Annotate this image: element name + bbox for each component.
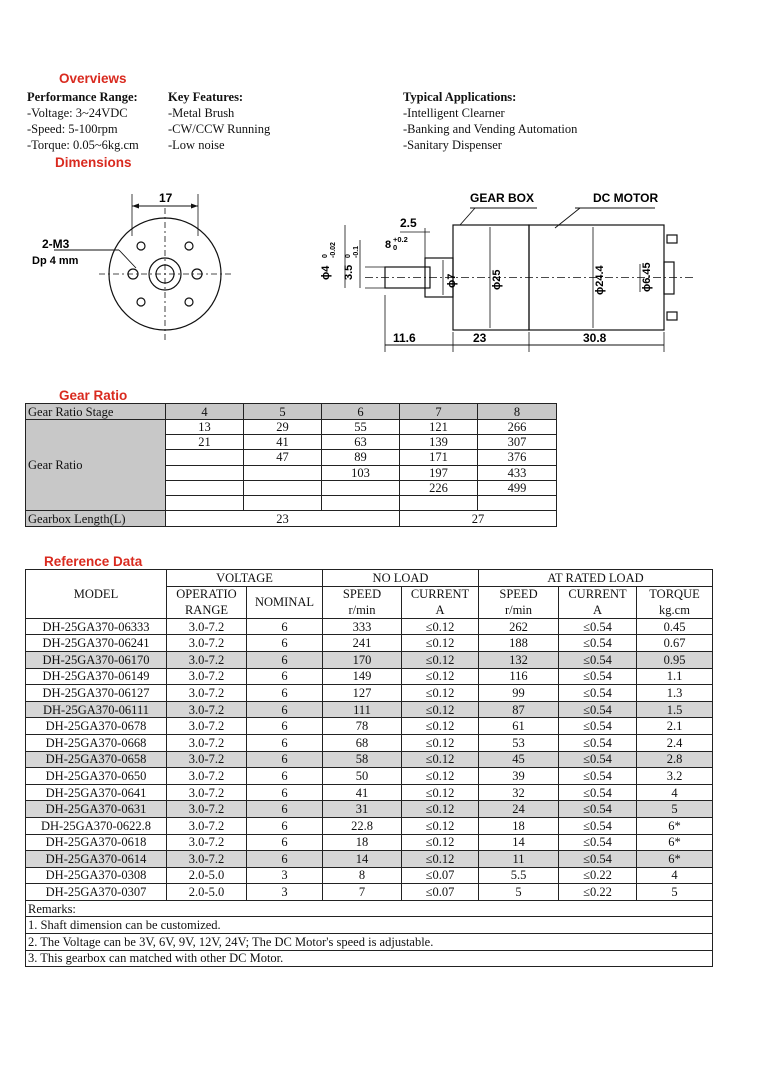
gear-ratio-cell: 197	[400, 465, 478, 480]
voltage-header: VOLTAGE	[167, 570, 323, 587]
data-cell: 1.5	[637, 701, 713, 718]
remarks-heading: Remarks:	[26, 900, 713, 917]
dc-motor-label: DC MOTOR	[593, 191, 659, 205]
model-cell: DH-25GA370-06127	[26, 685, 167, 702]
output-shaft	[385, 267, 430, 288]
terminal-top	[667, 235, 677, 243]
data-cell: 1.3	[637, 685, 713, 702]
table-row	[26, 734, 713, 751]
data-cell: ≤0.12	[402, 635, 479, 652]
data-cell: 262	[479, 618, 559, 635]
table-row	[26, 817, 713, 834]
data-cell: ≤0.54	[559, 701, 637, 718]
remark-row	[26, 934, 713, 951]
feature-item: -Low noise	[168, 138, 225, 152]
data-cell: ≤0.12	[402, 734, 479, 751]
data-cell: 6	[247, 817, 323, 834]
data-cell: ≤0.12	[402, 668, 479, 685]
data-cell: 3	[247, 867, 323, 884]
stage-cell: 6	[322, 404, 400, 420]
data-cell: 1.1	[637, 668, 713, 685]
stage-cell: 8	[478, 404, 557, 420]
model-cell: DH-25GA370-0678	[26, 718, 167, 735]
hub-diameter-label: ϕ7	[446, 273, 458, 288]
gear-ratio-cell	[244, 480, 322, 495]
torque-header: TORQUE	[637, 586, 713, 602]
flat-tolerance: -0.1	[353, 245, 360, 258]
data-cell: 18	[323, 834, 402, 851]
gear-ratio-table	[25, 403, 557, 527]
rated-load-header: AT RATED LOAD	[479, 570, 713, 587]
remark-row	[26, 900, 713, 917]
data-cell: 2.8	[637, 751, 713, 768]
model-header: MODEL	[26, 570, 167, 619]
data-cell: 127	[323, 685, 402, 702]
nominal-header: NOMINAL	[247, 586, 323, 618]
data-cell: 24	[479, 801, 559, 818]
data-cell: 6*	[637, 817, 713, 834]
reference-data-title: Reference Data	[44, 554, 143, 569]
data-cell: ≤0.54	[559, 618, 637, 635]
model-cell: DH-25GA370-0618	[26, 834, 167, 851]
gear-ratio-cell	[322, 495, 400, 510]
model-cell: DH-25GA370-0307	[26, 884, 167, 901]
speed-header: SPEED	[479, 586, 559, 602]
key-features	[168, 89, 270, 153]
data-cell: ≤0.54	[559, 651, 637, 668]
reference-data-table	[25, 569, 713, 967]
shaft-tolerance: -0.02	[330, 242, 337, 258]
gear-ratio-cell	[400, 495, 478, 510]
gear-ratio-title: Gear Ratio	[59, 388, 128, 403]
data-cell: 4	[637, 784, 713, 801]
gear-ratio-cell	[478, 495, 557, 510]
gear-ratio-cell	[166, 480, 244, 495]
model-cell: DH-25GA370-0650	[26, 768, 167, 785]
front-view-drawing	[24, 188, 254, 348]
data-cell: 149	[323, 668, 402, 685]
feature-item: -Metal Brush	[168, 106, 235, 120]
data-cell: 6	[247, 685, 323, 702]
data-cell: 4	[637, 867, 713, 884]
unit-header: r/min	[479, 602, 559, 618]
data-cell: 2.1	[637, 718, 713, 735]
gear-ratio-cell: 89	[322, 450, 400, 465]
data-cell: 8	[323, 867, 402, 884]
stage-label: Gear Ratio Stage	[26, 404, 166, 420]
data-cell: ≤0.12	[402, 768, 479, 785]
data-cell: 3.0-7.2	[167, 651, 247, 668]
motor-diameter-label: ϕ24.4	[594, 265, 606, 295]
data-cell: 53	[479, 734, 559, 751]
mount-hole	[137, 242, 145, 250]
data-cell: 3.2	[637, 768, 713, 785]
remark-item: 2. The Voltage can be 3V, 6V, 9V, 12V, 24V; The DC Motor's speed is adjustable.	[26, 934, 713, 951]
model-cell: DH-25GA370-06241	[26, 635, 167, 652]
mount-hole	[185, 242, 193, 250]
unit-header: kg.cm	[637, 602, 713, 618]
data-cell: 99	[479, 685, 559, 702]
table-row	[26, 851, 713, 868]
data-cell: 6	[247, 701, 323, 718]
motor-length-label: 30.8	[583, 331, 607, 345]
gear-ratio-cell	[166, 450, 244, 465]
boss-tolerance: 0	[393, 243, 398, 252]
data-cell: 18	[479, 817, 559, 834]
remark-row	[26, 950, 713, 967]
data-cell: 3.0-7.2	[167, 851, 247, 868]
speed-header: SPEED	[323, 586, 402, 602]
model-cell: DH-25GA370-0668	[26, 734, 167, 751]
performance-item: -Voltage: 3~24VDC	[27, 106, 128, 120]
gear-ratio-cell	[166, 465, 244, 480]
model-cell: DH-25GA370-0658	[26, 751, 167, 768]
data-cell: 5	[637, 884, 713, 901]
data-cell: 0.67	[637, 635, 713, 652]
data-cell: 6*	[637, 834, 713, 851]
data-cell: 6	[247, 668, 323, 685]
table-row	[26, 635, 713, 652]
data-cell: 11	[479, 851, 559, 868]
front-hole-label: 2-M3	[42, 237, 70, 251]
data-cell: ≤0.12	[402, 618, 479, 635]
gear-stage-row	[26, 404, 557, 420]
data-cell: 5	[479, 884, 559, 901]
application-item: -Sanitary Dispenser	[403, 138, 502, 152]
shaft-length-label: 11.6	[393, 331, 416, 345]
model-cell: DH-25GA370-0308	[26, 867, 167, 884]
data-cell: 3.0-7.2	[167, 685, 247, 702]
data-cell: ≤0.54	[559, 834, 637, 851]
data-cell: 3.0-7.2	[167, 618, 247, 635]
data-cell: 3.0-7.2	[167, 701, 247, 718]
flat-dimension-label: 3.5	[343, 264, 355, 280]
range-header: RANGE	[167, 602, 247, 618]
gear-ratio-cell: 103	[322, 465, 400, 480]
data-cell: ≤0.54	[559, 668, 637, 685]
boss-length-label: 2.5	[400, 216, 417, 230]
model-cell: DH-25GA370-0614	[26, 851, 167, 868]
table-row	[26, 651, 713, 668]
front-depth-label: Dp 4 mm	[32, 255, 79, 267]
data-cell: ≤0.54	[559, 718, 637, 735]
data-cell: ≤0.54	[559, 768, 637, 785]
data-cell: 6	[247, 718, 323, 735]
data-cell: 6	[247, 784, 323, 801]
gear-ratio-row	[26, 420, 557, 435]
table-row	[26, 867, 713, 884]
data-cell: 6	[247, 834, 323, 851]
data-cell: 111	[323, 701, 402, 718]
data-cell: 14	[323, 851, 402, 868]
performance-item: -Speed: 5-100rpm	[27, 122, 118, 136]
current-header: CURRENT	[559, 586, 637, 602]
gear-ratio-cell: 121	[400, 420, 478, 435]
current-header: CURRENT	[402, 586, 479, 602]
gear-ratio-cell	[166, 495, 244, 510]
gear-ratio-cell: 13	[166, 420, 244, 435]
data-cell: 58	[323, 751, 402, 768]
data-cell: 0.95	[637, 651, 713, 668]
data-cell: 132	[479, 651, 559, 668]
data-cell: 170	[323, 651, 402, 668]
gear-ratio-cell: 29	[244, 420, 322, 435]
stage-cell: 5	[244, 404, 322, 420]
data-cell: 2.0-5.0	[167, 867, 247, 884]
data-cell: 3.0-7.2	[167, 734, 247, 751]
data-cell: 14	[479, 834, 559, 851]
table-row	[26, 884, 713, 901]
data-cell: 32	[479, 784, 559, 801]
data-cell: 2.0-5.0	[167, 884, 247, 901]
table-row	[26, 751, 713, 768]
table-row	[26, 834, 713, 851]
model-cell: DH-25GA370-0622.8	[26, 817, 167, 834]
data-cell: ≤0.12	[402, 701, 479, 718]
header-row	[26, 570, 713, 587]
data-cell: 31	[323, 801, 402, 818]
data-cell: ≤0.07	[402, 867, 479, 884]
stage-cell: 4	[166, 404, 244, 420]
gear-ratio-cell: 47	[244, 450, 322, 465]
dimensions-title: Dimensions	[55, 155, 132, 170]
data-cell: 41	[323, 784, 402, 801]
stage-cell: 7	[400, 404, 478, 420]
data-cell: 6	[247, 618, 323, 635]
data-cell: 3.0-7.2	[167, 768, 247, 785]
gear-ratio-cell	[322, 480, 400, 495]
data-cell: ≤0.12	[402, 784, 479, 801]
performance-item: -Torque: 0.05~6kg.cm	[27, 138, 139, 152]
data-cell: 3.0-7.2	[167, 635, 247, 652]
gearbox-length-cell: 23	[166, 511, 400, 527]
operating-header: OPERATIO	[167, 586, 247, 602]
data-cell: 6*	[637, 851, 713, 868]
gear-ratio-cell	[244, 495, 322, 510]
data-cell: 5	[637, 801, 713, 818]
table-row	[26, 801, 713, 818]
flat-tolerance: 0	[345, 254, 352, 258]
data-cell: ≤0.12	[402, 851, 479, 868]
data-cell: 3.0-7.2	[167, 817, 247, 834]
model-cell: DH-25GA370-06149	[26, 668, 167, 685]
gearbox-length-label: 23	[473, 331, 487, 345]
data-cell: 6	[247, 751, 323, 768]
performance-range	[27, 89, 139, 153]
gearbox-length-cell: 27	[400, 511, 557, 527]
data-cell: 116	[479, 668, 559, 685]
table-row	[26, 701, 713, 718]
data-cell: ≤0.22	[559, 884, 637, 901]
data-cell: 3.0-7.2	[167, 751, 247, 768]
gear-ratio-cell: 171	[400, 450, 478, 465]
overviews-title: Overviews	[59, 71, 127, 86]
gear-ratio-cell	[244, 465, 322, 480]
model-cell: DH-25GA370-06333	[26, 618, 167, 635]
applications-heading: Typical Applications:	[403, 90, 517, 104]
data-cell: ≤0.12	[402, 801, 479, 818]
terminal-bottom	[667, 312, 677, 320]
typical-applications	[403, 89, 577, 153]
gear-ratio-cell: 63	[322, 435, 400, 450]
data-cell: ≤0.12	[402, 817, 479, 834]
data-cell: 6	[247, 801, 323, 818]
gear-ratio-label: Gear Ratio	[26, 420, 166, 511]
gearbox-diameter-label: ϕ25	[491, 269, 503, 290]
data-cell: ≤0.54	[559, 784, 637, 801]
side-view-drawing	[305, 180, 705, 360]
data-cell: 3.0-7.2	[167, 801, 247, 818]
gear-ratio-cell: 139	[400, 435, 478, 450]
bearing-diameter-label: ϕ6.45	[641, 262, 653, 292]
data-cell: ≤0.12	[402, 834, 479, 851]
data-cell: ≤0.12	[402, 651, 479, 668]
gear-ratio-cell: 226	[400, 480, 478, 495]
data-cell: ≤0.07	[402, 884, 479, 901]
table-row	[26, 668, 713, 685]
features-heading: Key Features:	[168, 90, 244, 104]
data-cell: 6	[247, 768, 323, 785]
no-load-header: NO LOAD	[323, 570, 479, 587]
mount-hole	[137, 298, 145, 306]
data-cell: 5.5	[479, 867, 559, 884]
data-cell: 0.45	[637, 618, 713, 635]
gear-ratio-cell: 499	[478, 480, 557, 495]
model-cell: DH-25GA370-0631	[26, 801, 167, 818]
gear-ratio-cell: 376	[478, 450, 557, 465]
application-item: -Banking and Vending Automation	[403, 122, 578, 136]
table-row	[26, 685, 713, 702]
data-cell: 6	[247, 651, 323, 668]
shaft-tolerance: 0	[322, 254, 329, 258]
model-cell: DH-25GA370-06170	[26, 651, 167, 668]
data-cell: 78	[323, 718, 402, 735]
data-cell: ≤0.54	[559, 635, 637, 652]
front-width-label: 17	[159, 191, 173, 205]
data-cell: 3.0-7.2	[167, 668, 247, 685]
remark-item: 1. Shaft dimension can be customized.	[26, 917, 713, 934]
data-cell: 3	[247, 884, 323, 901]
data-cell: 6	[247, 734, 323, 751]
shaft-diameter-label: ϕ4	[320, 265, 332, 280]
data-cell: 39	[479, 768, 559, 785]
data-cell: 50	[323, 768, 402, 785]
unit-header: r/min	[323, 602, 402, 618]
data-cell: 6	[247, 851, 323, 868]
remark-item: 3. This gearbox can matched with other DC Motor.	[26, 950, 713, 967]
data-cell: 87	[479, 701, 559, 718]
data-cell: 45	[479, 751, 559, 768]
gear-ratio-cell: 41	[244, 435, 322, 450]
data-cell: ≤0.54	[559, 817, 637, 834]
data-cell: 333	[323, 618, 402, 635]
model-cell: DH-25GA370-06111	[26, 701, 167, 718]
unit-header: A	[402, 602, 479, 618]
data-cell: 3.0-7.2	[167, 784, 247, 801]
data-cell: ≤0.54	[559, 734, 637, 751]
data-cell: 6	[247, 635, 323, 652]
boss-tolerance: +0.2	[393, 235, 408, 244]
table-row	[26, 618, 713, 635]
data-cell: ≤0.12	[402, 751, 479, 768]
data-cell: 61	[479, 718, 559, 735]
data-cell: 7	[323, 884, 402, 901]
data-cell: ≤0.12	[402, 718, 479, 735]
data-cell: 3.0-7.2	[167, 834, 247, 851]
data-cell: ≤0.54	[559, 801, 637, 818]
model-cell: DH-25GA370-0641	[26, 784, 167, 801]
gear-ratio-cell: 21	[166, 435, 244, 450]
gearbox-length-label: Gearbox Length(L)	[26, 511, 166, 527]
motor-end-cap	[664, 262, 674, 294]
boss-diameter-label: 8	[385, 239, 392, 251]
unit-header: A	[559, 602, 637, 618]
gear-ratio-cell: 55	[322, 420, 400, 435]
mount-hole	[185, 298, 193, 306]
data-cell: ≤0.54	[559, 751, 637, 768]
table-row	[26, 784, 713, 801]
table-row	[26, 718, 713, 735]
data-cell: 241	[323, 635, 402, 652]
gearbox-length-row	[26, 511, 557, 527]
data-cell: ≤0.54	[559, 685, 637, 702]
feature-item: -CW/CCW Running	[168, 122, 271, 136]
data-cell: ≤0.54	[559, 851, 637, 868]
data-cell: 3.0-7.2	[167, 718, 247, 735]
data-cell: 22.8	[323, 817, 402, 834]
data-cell: 68	[323, 734, 402, 751]
data-cell: 2.4	[637, 734, 713, 751]
table-row	[26, 768, 713, 785]
data-cell: 188	[479, 635, 559, 652]
gear-ratio-cell: 433	[478, 465, 557, 480]
gear-ratio-cell: 266	[478, 420, 557, 435]
data-cell: ≤0.22	[559, 867, 637, 884]
data-cell: ≤0.12	[402, 685, 479, 702]
performance-heading: Performance Range:	[27, 90, 138, 104]
gearbox-label: GEAR BOX	[470, 191, 535, 205]
application-item: -Intelligent Clearner	[403, 106, 505, 120]
remark-row	[26, 917, 713, 934]
gear-ratio-cell: 307	[478, 435, 557, 450]
